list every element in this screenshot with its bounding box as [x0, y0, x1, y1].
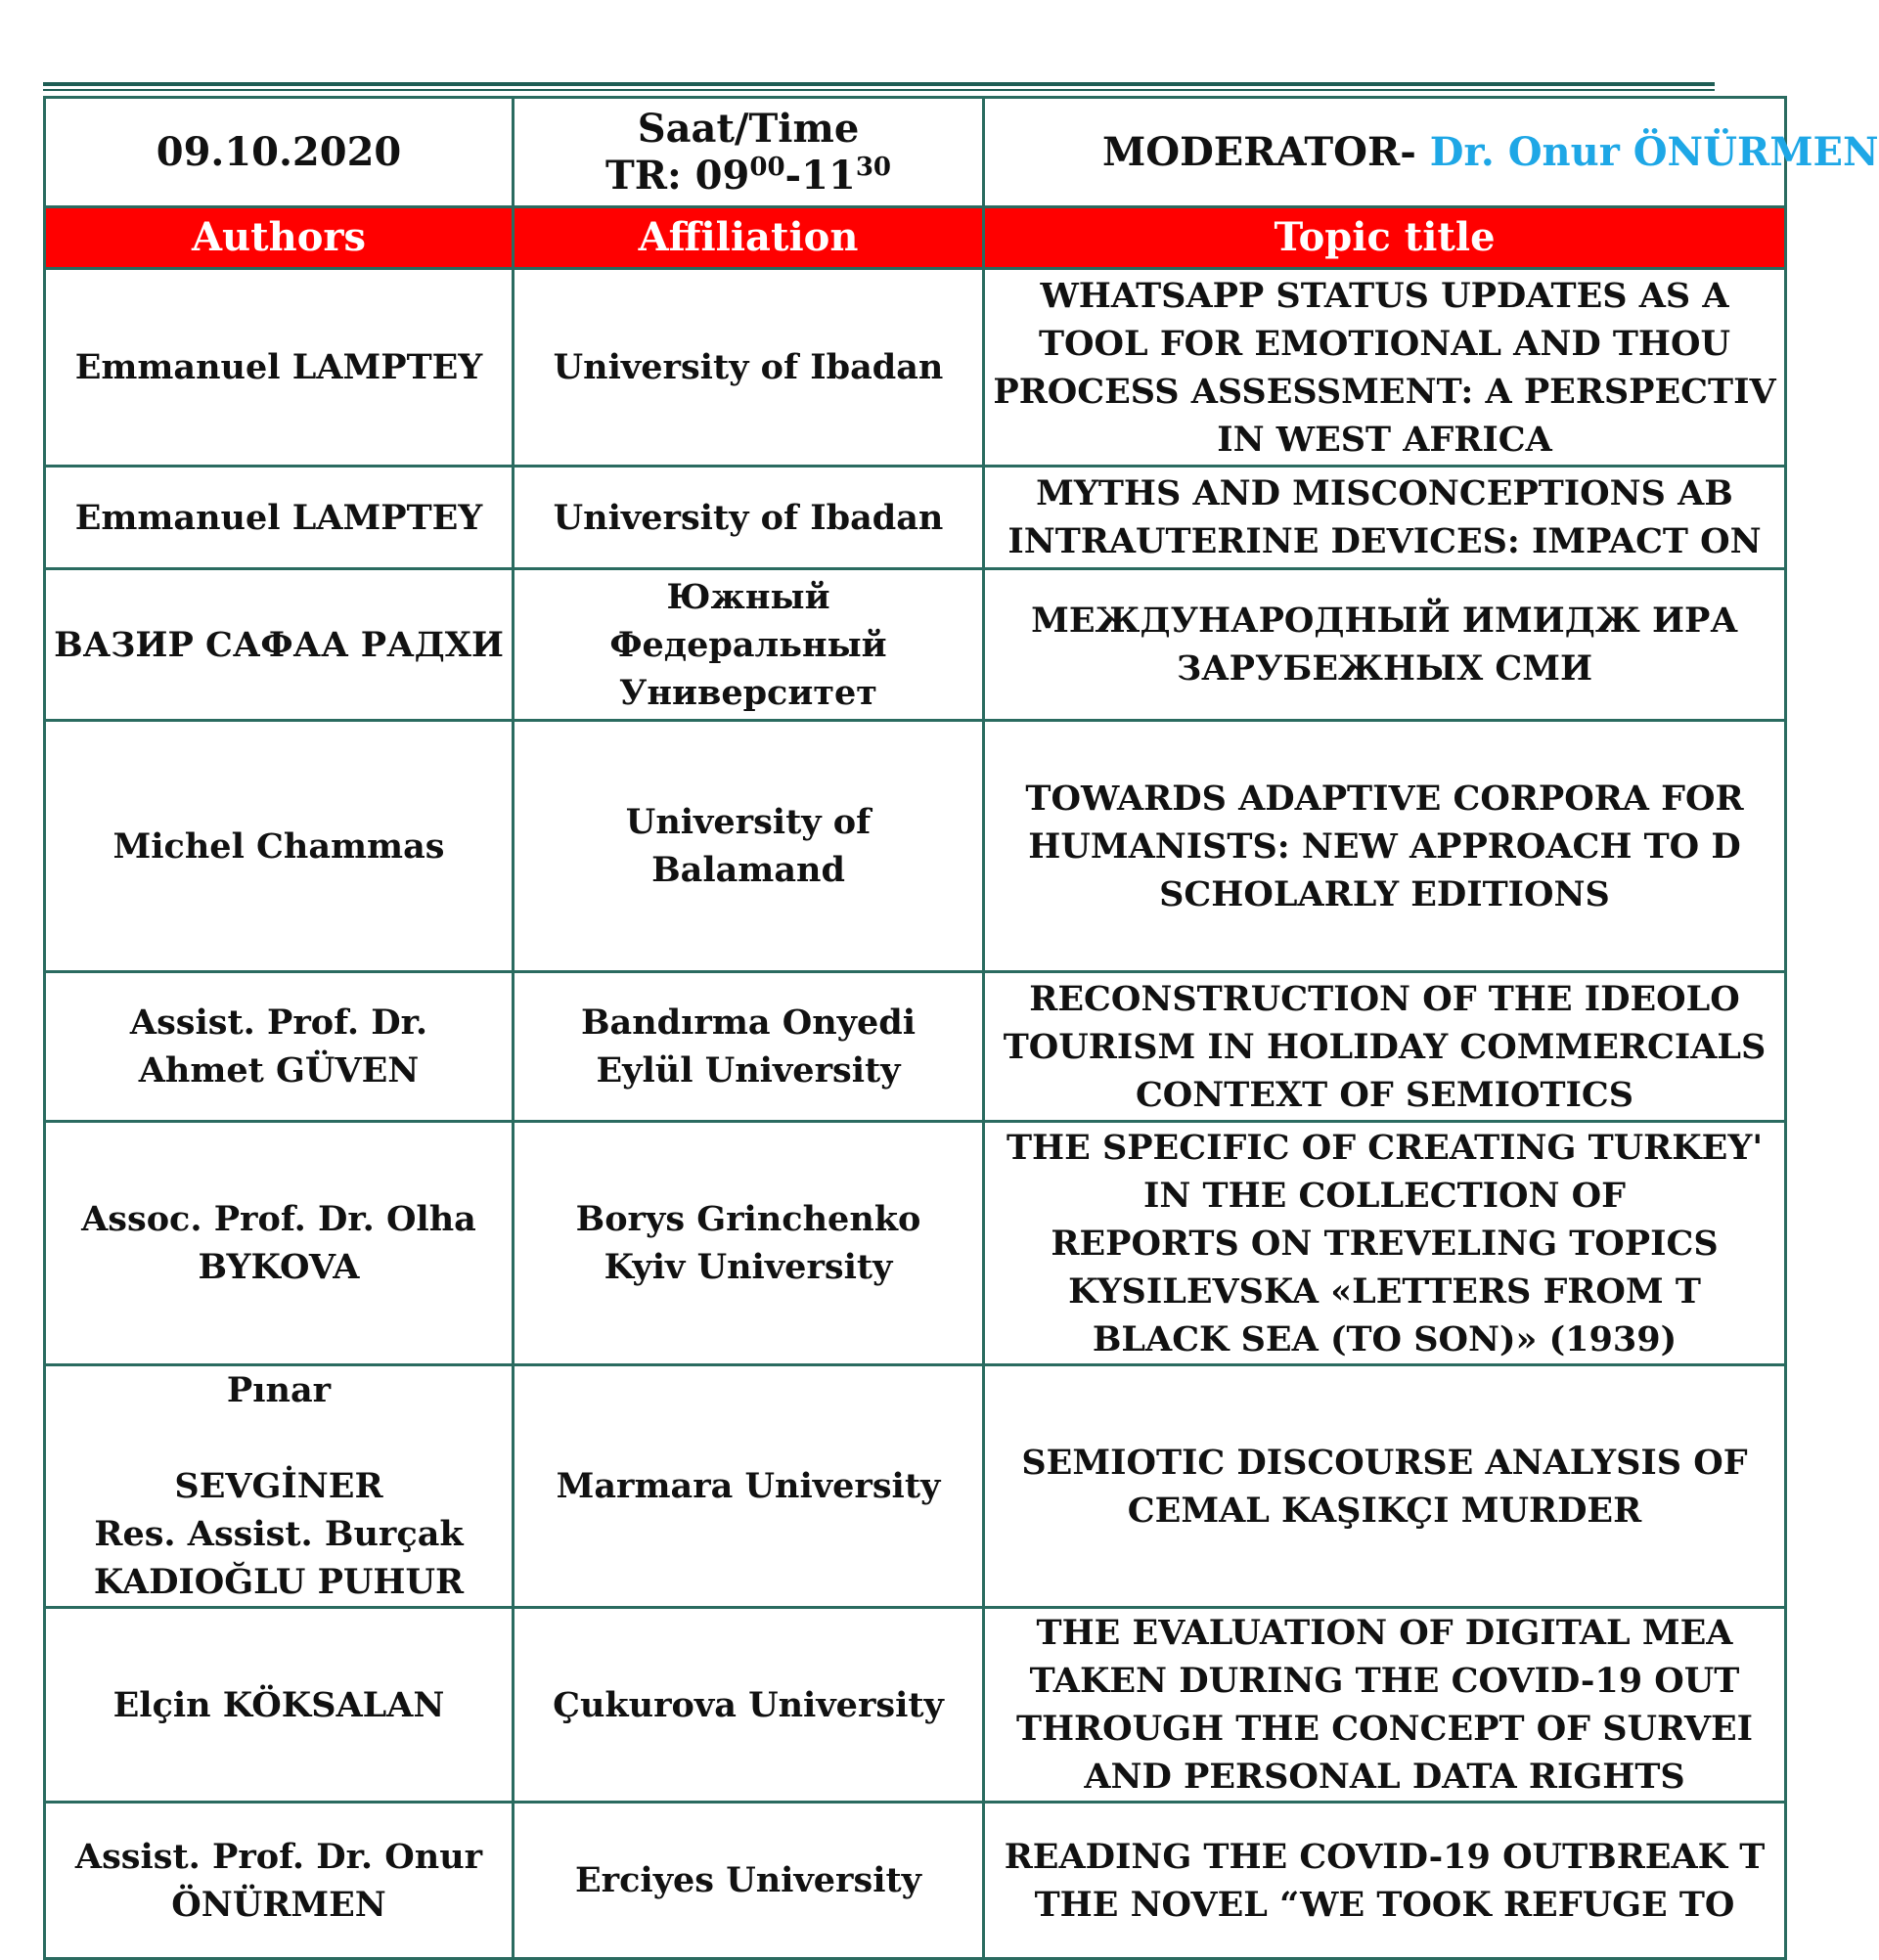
- author-cell: [45, 972, 514, 1122]
- column-header-row: [45, 207, 1786, 269]
- topic-cell-line: AND PERSONAL DATA RIGHTS: [1084, 1757, 1685, 1797]
- moderator-name: Dr. Onur ÖNÜRMEN: [1429, 128, 1879, 175]
- topic-cell-line: INTRAUTERINE DEVICES: IMPACT ON: [1007, 521, 1762, 561]
- author-cell-line: Res. Assist. Burçak: [94, 1514, 464, 1554]
- topic-cell-line: CONTEXT OF SEMIOTICS: [1135, 1074, 1634, 1115]
- table-row: [45, 269, 1786, 467]
- affiliation-cell-line: University of: [625, 802, 872, 842]
- author-cell-line: Assist. Prof. Dr.: [129, 1002, 428, 1043]
- topic-cell: [984, 467, 1786, 569]
- topic-cell-line: REPORTS ON TREVELING TOPICS: [1051, 1223, 1719, 1264]
- affiliation-cell-line: University of Ibadan: [553, 497, 944, 538]
- topic-cell: [984, 972, 1786, 1122]
- author-cell-line: SEVGİNER: [174, 1466, 383, 1506]
- topic-cell: [984, 1122, 1786, 1365]
- affiliation-cell: [514, 467, 984, 569]
- top-double-rule: [43, 82, 1715, 91]
- affiliation-cell: [514, 269, 984, 467]
- session-moderator: [984, 98, 1879, 207]
- table-row: [45, 721, 1786, 972]
- table-row: [45, 1803, 1786, 1959]
- author-cell: [45, 569, 514, 721]
- session-date: [45, 98, 514, 207]
- topic-cell-line: THE NOVEL “WE TOOK REFUGE TO: [1034, 1884, 1735, 1925]
- affiliation-cell: [514, 1803, 984, 1959]
- topic-cell-line: IN WEST AFRICA: [1217, 419, 1552, 460]
- author-cell-line: Emmanuel LAMPTEY: [74, 497, 483, 538]
- session-header-row: [45, 98, 1786, 207]
- affiliation-cell-line: Kyiv University: [604, 1247, 893, 1287]
- author-cell-line: Elçin KÖKSALAN: [112, 1684, 445, 1725]
- topic-cell-line: THROUGH THE CONCEPT OF SURVEI: [1015, 1709, 1754, 1749]
- topic-cell: [984, 1365, 1786, 1608]
- topic-cell-line: RECONSTRUCTION OF THE IDEOLO: [1029, 978, 1740, 1019]
- time-label: Saat/Time: [637, 105, 860, 152]
- author-cell: [45, 1122, 514, 1365]
- topic-cell-line: TAKEN DURING THE COVID-19 OUT: [1029, 1661, 1740, 1701]
- affiliation-cell-line: Marmara University: [556, 1466, 941, 1506]
- topic-cell-line: MYTHS AND MISCONCEPTIONS AB: [1036, 473, 1733, 513]
- column-header-affiliation: Affiliation: [514, 207, 984, 269]
- affiliation-cell-line: Balamand: [651, 850, 845, 890]
- topic-cell-line: TOOL FOR EMOTIONAL AND THOU: [1039, 323, 1730, 364]
- time-end-sup: 30: [855, 152, 891, 182]
- session-time: [514, 98, 984, 207]
- affiliation-cell: [514, 1608, 984, 1803]
- author-cell: [45, 721, 514, 972]
- time-range: [520, 153, 976, 200]
- affiliation-cell: [514, 1365, 984, 1608]
- topic-cell-line: WHATSAPP STATUS UPDATES AS A: [1040, 275, 1729, 316]
- author-cell: [45, 1803, 514, 1959]
- table-row: [45, 1122, 1786, 1365]
- topic-cell-line: SEMIOTIC DISCOURSE ANALYSIS OF: [1021, 1442, 1748, 1483]
- table-row: [45, 1365, 1786, 1608]
- moderator-label: MODERATOR-: [1102, 128, 1430, 175]
- affiliation-cell-line: Eylül University: [596, 1050, 901, 1091]
- topic-cell-line: CEMAL KAŞIKÇI MURDER: [1127, 1490, 1642, 1531]
- author-cell-line: Assoc. Prof. Dr. Olha: [81, 1199, 476, 1239]
- topic-cell: [984, 269, 1786, 467]
- author-cell-line: Ahmet GÜVEN: [138, 1050, 420, 1091]
- author-cell-line: Assist. Prof. Dr. Onur: [74, 1836, 483, 1877]
- table-row: [45, 1608, 1786, 1803]
- author-cell: [45, 1365, 514, 1608]
- author-cell-line: KADIOĞLU PUHUR: [93, 1562, 465, 1602]
- author-cell-line: ÖNÜRMEN: [171, 1884, 386, 1925]
- table-row: [45, 972, 1786, 1122]
- author-cell: [45, 269, 514, 467]
- author-cell-line: ВАЗИР САФАА РАДХИ: [54, 624, 504, 665]
- affiliation-cell-line: Университет: [619, 672, 877, 713]
- table-row: [45, 467, 1786, 569]
- author-cell-line: BYKOVA: [198, 1247, 360, 1287]
- topic-cell-line: IN THE COLLECTION OF: [1142, 1175, 1627, 1216]
- topic-cell: [984, 1803, 1786, 1959]
- topic-cell-line: THE EVALUATION OF DIGITAL MEA: [1036, 1613, 1733, 1653]
- affiliation-cell: [514, 569, 984, 721]
- session-table: [43, 96, 1879, 1960]
- topic-cell-line: BLACK SEA (TO SON)» (1939): [1092, 1318, 1678, 1359]
- affiliation-cell-line: Erciyes University: [574, 1860, 922, 1900]
- time-start-sup: 00: [749, 152, 785, 182]
- author-cell-line: Pınar: [226, 1370, 332, 1410]
- column-header-authors: Authors: [45, 207, 514, 269]
- date-text: 09.10.2020: [156, 128, 402, 175]
- author-cell: [45, 467, 514, 569]
- author-cell: [45, 1608, 514, 1803]
- topic-cell-line: TOURISM IN HOLIDAY COMMERCIALS: [1003, 1026, 1767, 1067]
- topic-cell: [984, 721, 1786, 972]
- time-mid: -11: [784, 152, 856, 199]
- affiliation-cell-line: Bandırma Onyedi: [580, 1002, 917, 1043]
- topic-cell-line: HUMANISTS: NEW APPROACH TO D: [1028, 825, 1741, 867]
- author-cell-line: Emmanuel LAMPTEY: [74, 347, 483, 387]
- table-row: [45, 569, 1786, 721]
- topic-cell-line: SCHOLARLY EDITIONS: [1159, 873, 1610, 914]
- author-cell-line: Michel Chammas: [112, 825, 445, 867]
- topic-cell-line: THE SPECIFIC OF CREATING TURKEY': [1006, 1127, 1764, 1168]
- author-cell-line: [52, 1414, 506, 1462]
- topic-cell-line: KYSILEVSKA «LETTERS FROM T: [1068, 1270, 1701, 1312]
- affiliation-cell-line: Borys Grinchenko: [575, 1199, 921, 1239]
- topic-cell-line: TOWARDS ADAPTIVE CORPORA FOR: [1025, 778, 1744, 819]
- column-header-topic-title: Topic title: [984, 207, 1786, 269]
- affiliation-cell: [514, 972, 984, 1122]
- affiliation-cell: [514, 1122, 984, 1365]
- affiliation-cell-line: Южный: [666, 576, 830, 617]
- affiliation-cell: [514, 721, 984, 972]
- topic-cell-line: READING THE COVID-19 OUTBREAK T: [1004, 1836, 1766, 1877]
- affiliation-cell-line: Федеральный: [609, 624, 887, 665]
- topic-cell: [984, 569, 1786, 721]
- affiliation-cell-line: University of Ibadan: [553, 347, 944, 387]
- topic-cell-line: ЗАРУБЕЖНЫХ СМИ: [1176, 648, 1593, 689]
- topic-cell: [984, 1608, 1786, 1803]
- topic-cell-line: PROCESS ASSESSMENT: A PERSPECTIV: [993, 371, 1776, 412]
- time-prefix: TR: 09: [604, 152, 750, 199]
- topic-cell-line: МЕЖДУНАРОДНЫЙ ИМИДЖ ИРА: [1031, 601, 1738, 641]
- affiliation-cell-line: Çukurova University: [553, 1684, 944, 1725]
